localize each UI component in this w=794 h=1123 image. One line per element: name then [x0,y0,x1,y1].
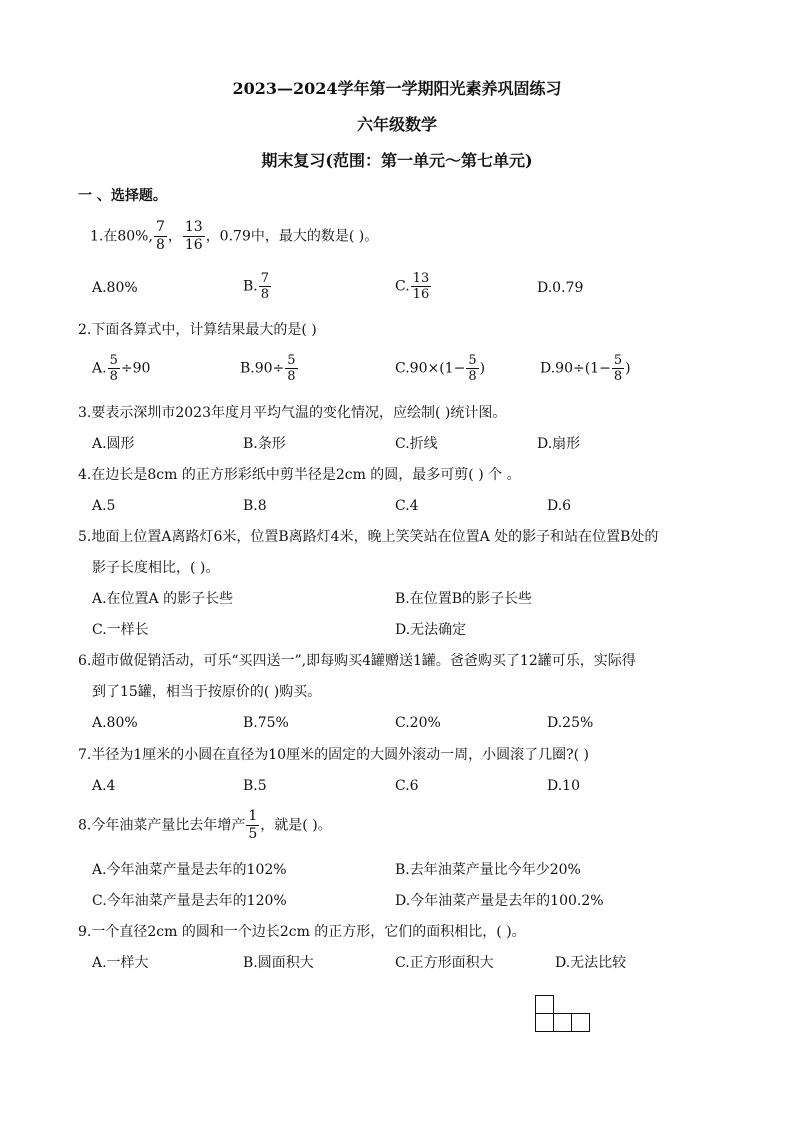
question-7-stem: 7.半径为1厘米的小圆在直径为10厘米的固定的大圆外滚动一周，小圆滚了几圈?( ) [78,747,589,763]
q2-option-b [240,353,299,384]
square-grid-figure [533,993,597,1035]
exam-title: 2023—2024学年第一学期阳光素养巩固练习 [232,79,562,98]
q3-option-a: A.圆形 [92,436,135,452]
q2-option-b-numerator: 5 [287,353,296,368]
q6-option-d: D.25% [547,715,594,731]
q1-option-b-denominator: 8 [260,287,270,302]
q4-option-d: D.6 [547,498,572,514]
q3-option-b: B.条形 [243,436,286,452]
q1-option-c [395,271,432,302]
q4-option-a: A.5 [92,498,116,514]
q2-option-a-fraction [108,353,120,384]
q2-option-d-prefix: D.90÷(1− [540,360,611,377]
q1-option-b-letter: B. [243,278,258,295]
q1-option-d: D.0.79 [537,280,584,296]
q8-fraction-denominator: 5 [248,826,258,842]
q1-option-c-fraction [411,271,432,302]
q1-stem-prefix: 1.在80%, [90,228,153,245]
q8-option-b: B.去年油菜产量比今年少20% [395,862,581,878]
q1-separator: ， [167,228,182,245]
q2-option-c-suffix: ) [479,360,486,377]
q8-fraction-numerator: 1 [248,808,258,824]
grid-cell-bottom-2 [553,1013,572,1032]
q9-option-a: A.一样大 [92,955,149,971]
section-heading: 一 、选择题。 [78,188,167,204]
q8-option-a: A.今年油菜产量是去年的102% [92,862,287,878]
q1-option-a: A.80% [92,280,138,296]
q6-option-b: B.75% [243,715,289,731]
q7-option-a: A.4 [92,778,116,794]
grid-cell-bottom-3 [571,1013,590,1032]
q1-stem-suffix: ，0.79中，最大的数是( )。 [205,228,379,245]
q1-option-c-denominator: 16 [412,287,430,302]
question-2-stem: 2.下面各算式中，计算结果最大的是( ) [78,322,317,338]
question-3-stem: 3.要表示深圳市2023年度月平均气温的变化情况，应绘制( )统计图。 [78,405,507,421]
q1-fraction-2-denominator: 16 [184,237,203,253]
question-5-stem-line-1: 5.地面上位置A离路灯6米，位置B离路灯4米，晚上笑笑站在位置A 处的影子和站在位置B处的 [78,529,659,545]
q8-stem-prefix: 8.今年油菜产量比去年增产 [78,817,246,834]
q2-option-a [92,353,150,384]
q1-option-c-letter: C. [395,278,410,295]
q2-option-d-numerator: 5 [613,353,623,368]
question-6-stem-line-2: 到了15罐，相当于按原价的( )购买。 [92,684,322,700]
q2-option-b-fraction [285,353,297,384]
q2-option-c-denominator: 8 [468,369,477,384]
q2-option-c-numerator: 5 [468,353,477,368]
q6-option-a: A.80% [92,715,138,731]
q2-option-c-fraction [466,353,478,384]
q5-option-a: A.在位置A 的影子长些 [92,591,234,607]
q9-option-c: C.正方形面积大 [395,955,494,971]
q3-option-d: D.扇形 [537,436,581,452]
q8-option-d: D.今年油菜产量是去年的100.2% [395,893,604,909]
q3-option-c: C.折线 [395,436,438,452]
q2-option-d-denominator: 8 [613,369,623,384]
q5-option-d: D.无法确定 [395,622,467,638]
grade-subject-title: 六年级数学 [356,115,437,134]
grid-cell-top [535,995,554,1014]
q5-option-c: C.一样长 [92,622,149,638]
q8-fraction [246,808,259,843]
q2-option-a-letter: A. [92,360,107,377]
q1-option-b [243,271,272,302]
q2-option-c-prefix: C.90×(1− [395,360,466,377]
q8-option-c: C.今年油菜产量是去年的120% [92,893,287,909]
q2-option-d-suffix: ) [625,360,631,377]
q2-option-d [540,353,631,384]
q7-option-d: D.10 [547,778,580,794]
q1-fraction-1 [154,219,167,254]
review-scope-title: 期末复习(范围：第一单元～第七单元) [261,151,533,170]
question-8-stem [78,808,332,843]
q2-option-a-numerator: 5 [109,353,118,368]
q1-fraction-2-numerator: 13 [184,219,203,235]
question-5-stem-line-2: 影子长度相比，( )。 [92,560,220,576]
grid-cell-bottom-1 [535,1013,554,1032]
q6-option-c: C.20% [395,715,441,731]
q2-option-b-denominator: 8 [287,369,296,384]
question-1-stem [90,219,378,254]
q2-option-c [395,353,485,384]
q1-fraction-1-denominator: 8 [155,237,165,253]
q1-option-b-fraction [259,271,271,302]
question-9-stem: 9.一个直径2cm 的圆和一个边长2cm 的正方形，它们的面积相比，( )。 [78,924,526,940]
q9-option-b: B.圆面积大 [243,955,314,971]
q4-option-b: B.8 [243,498,267,514]
q7-option-c: C.6 [395,778,419,794]
q2-option-d-fraction [612,353,624,384]
q4-option-c: C.4 [395,498,419,514]
question-4-stem: 4.在边长是8cm 的正方形彩纸中剪半径是2cm 的圆，最多可剪( ) 个 。 [78,467,521,483]
q2-option-a-suffix: ÷90 [120,360,151,377]
q9-option-d: D.无法比较 [555,955,627,971]
question-6-stem-line-1: 6.超市做促销活动，可乐“买四送一”,即每购买4罐赠送1罐。爸爸购买了12罐可乐，实际得 [78,653,636,669]
q7-option-b: B.5 [243,778,267,794]
q2-option-b-prefix: B.90÷ [240,360,285,377]
q8-stem-suffix: ，就是( )。 [260,817,332,834]
q1-fraction-1-numerator: 7 [155,219,165,235]
q1-option-b-numerator: 7 [260,271,270,286]
q1-fraction-2 [183,219,205,254]
q1-option-c-numerator: 13 [412,271,430,286]
q2-option-a-denominator: 8 [109,369,118,384]
q5-option-b: B.在位置B的影子长些 [395,591,533,607]
